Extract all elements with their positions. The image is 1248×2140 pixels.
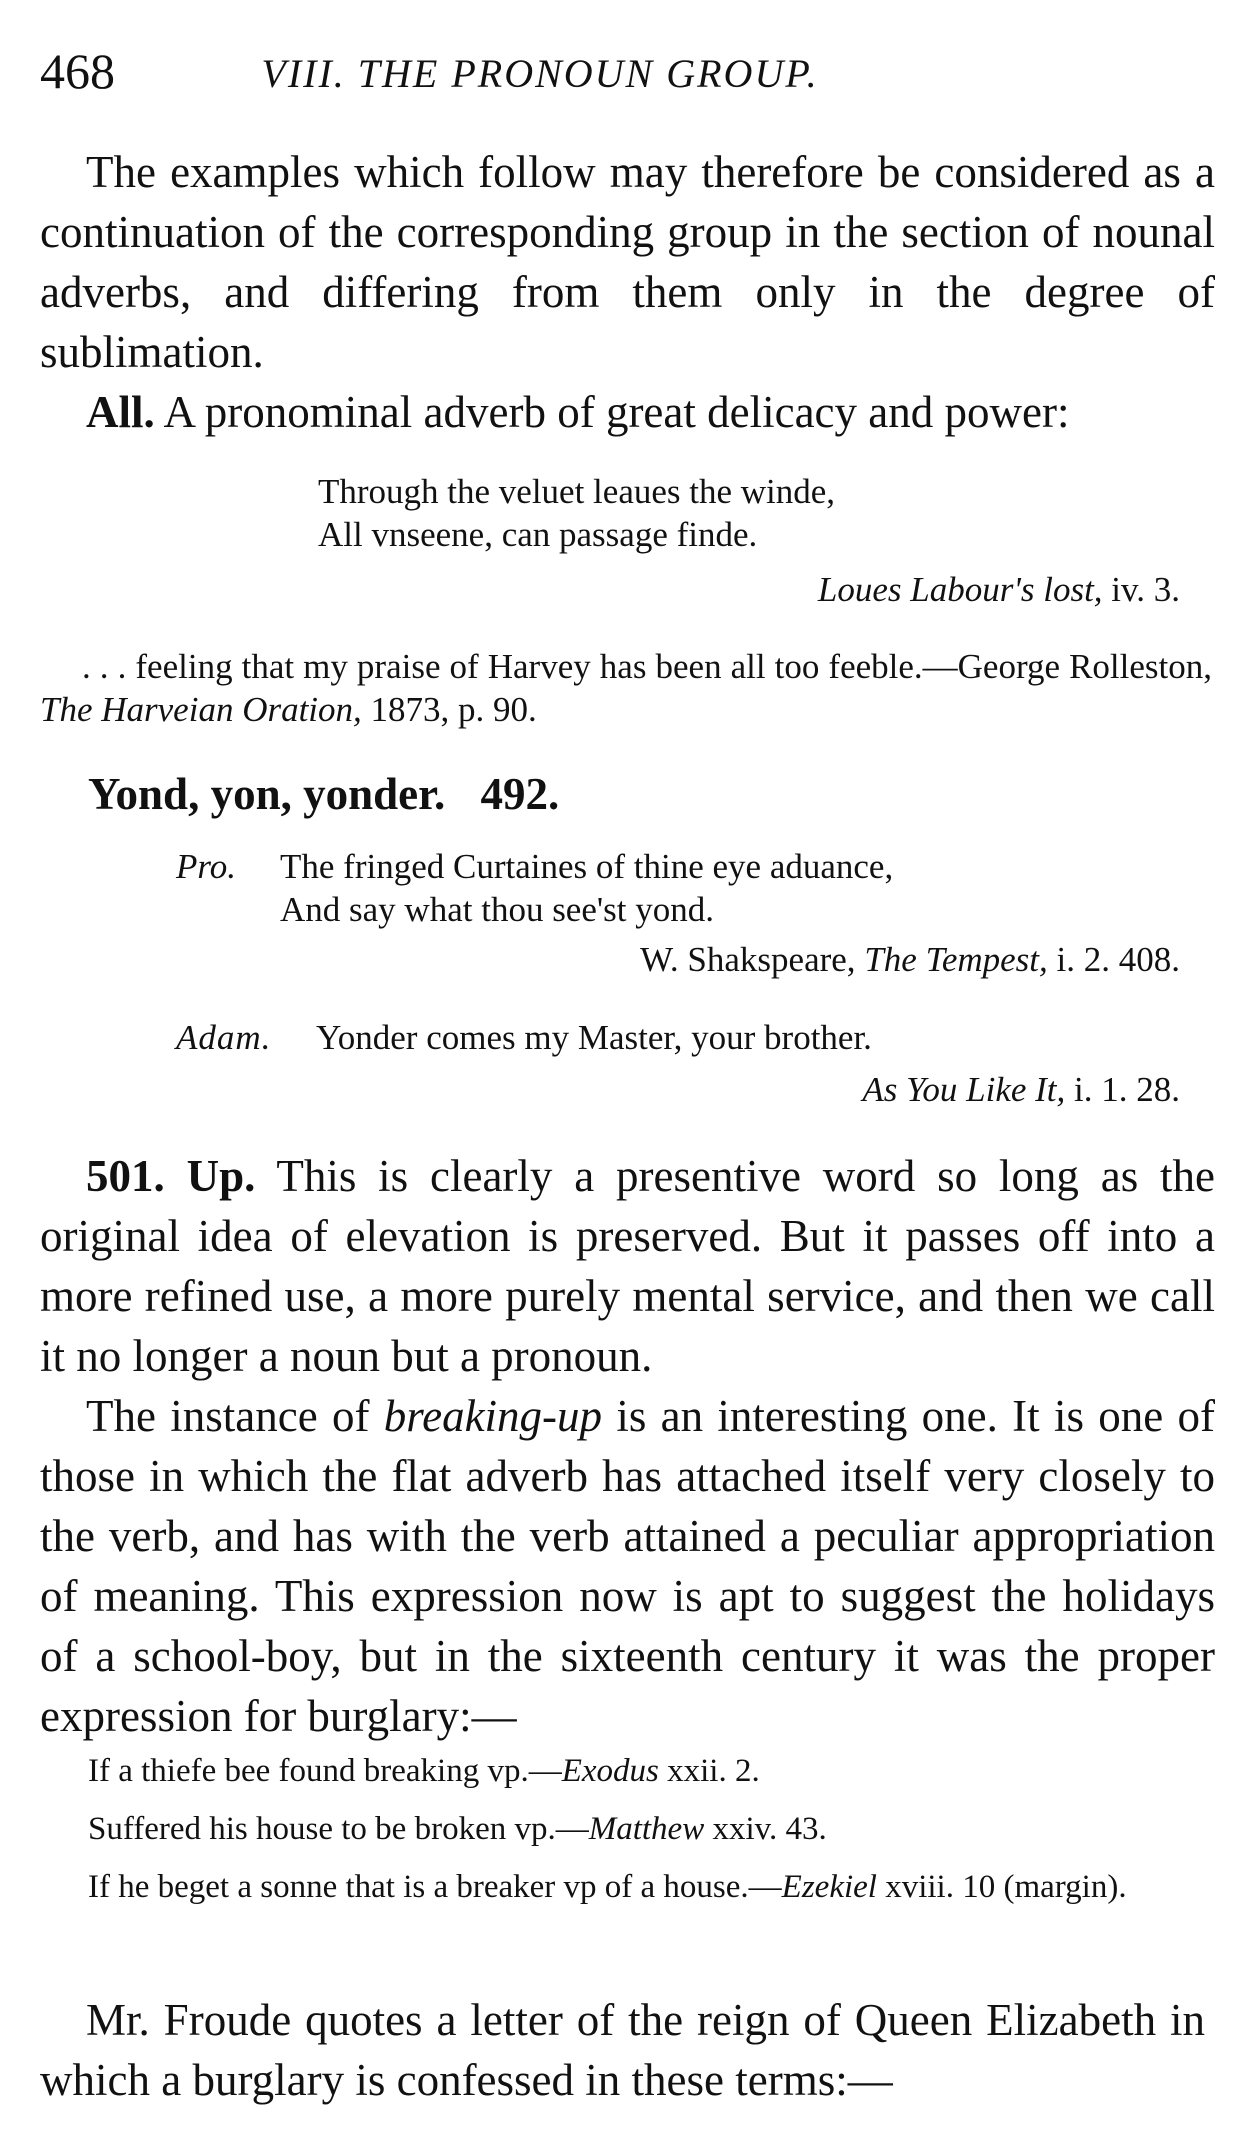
quote-text: . . . feeling that my praise of Harvey has been all too feeble.—George Rolleston, [82,647,1212,686]
verse-line: Through the veluet leaues the winde, [318,472,836,511]
page-header [40,42,1220,102]
quote-text: If a thiefe bee found breaking vp.— [88,1753,562,1789]
bible-quote-ezekiel [40,1866,1212,1909]
paragraph-froude: Mr. Froude quotes a letter of the reign of Queen Elizabeth in which a burglary is confessed in these terms:— [40,1995,1205,2105]
citation-author: W. Shakspeare, [640,940,856,979]
quote-book: Ezekiel [781,1869,877,1905]
paragraph-breaking-up [40,1386,1215,1746]
citation-title: The Tempest, [864,940,1048,979]
quote-book: Matthew [588,1811,705,1847]
paragraph-continuation: The examples which follow may therefore be considered as a continuation of the corresponding group in the section of nounal adverbs, and differing from them only in the degree of sublimation. [40,147,1215,377]
section-heading [88,768,559,820]
citation-loues-labour [818,570,1180,610]
quote-text: If he beget a sonne that is a breaker vp of a house.— [88,1869,782,1905]
paragraph-text: The instance of [86,1391,370,1441]
paragraph-italic-term: breaking-up [383,1391,603,1441]
verse-line [176,888,893,931]
citation-title: Loues Labour's lost, [817,570,1103,609]
verse-line-text: And say what thou see'st yond. [280,890,715,929]
bible-quote-exodus [88,1750,1213,1793]
page-number: 468 [40,43,115,99]
quote-ref: xxii. 2. [667,1753,760,1789]
paragraph-text: is an interesting one. It is one of those in which the flat adverb has attached itself very closely to the verb, and has with the verb attained a peculiar appropriation of meaning. This expression now is apt to suggest the holidays of a school-boy, but in the sixteenth century it was the proper expression for burglary:— [40,1391,1215,1741]
quote-title: The Harveian Oration, [40,690,362,729]
quote-ref: xxiv. 43. [712,1811,827,1847]
quote-rolleston [40,645,1212,731]
citation-title: As You Like It, [862,1070,1066,1109]
citation-location: i. 2. 408. [1056,940,1180,979]
citation-as-you-like-it [862,1070,1180,1110]
entry-all-text: A pronominal adverb of great delicacy and power: [163,387,1070,437]
verse-loues-labour [318,470,835,556]
quote-tail: 1873, p. 90. [370,690,537,729]
speaker-name: Adam. [176,1018,272,1057]
entry-up-text: This is clearly a presentive word so long as the original idea of elevation is preserved. But it passes off into a more refined use, a more purely mental service, and then we call it no longer a noun but a pronoun. [40,1151,1216,1381]
quote-book: Exodus [561,1753,659,1789]
citation-location: i. 1. 28. [1074,1070,1180,1109]
entry-up [40,1146,1215,1386]
entry-all [40,382,1215,442]
verse-line-text: The fringed Curtaines of thine eye aduance, [280,847,894,886]
section-heading-number: 492. [480,769,560,819]
bible-quote-matthew [88,1808,1213,1851]
running-title: VIII. THE PRONOUN GROUP. [261,51,819,96]
citation-location: iv. 3. [1111,570,1180,609]
verse-tempest [176,845,893,931]
verse-as-you-like-it [176,1016,872,1059]
verse-line: All vnseene, can passage finde. [318,515,758,554]
citation-tempest [640,940,1180,980]
verse-line [176,845,893,888]
section-heading-title: Yond, yon, yonder. [88,769,446,819]
quote-ref: xviii. 10 (margin). [885,1869,1127,1905]
entry-up-label: 501. Up. [86,1151,256,1201]
entry-all-label: All. [86,387,155,437]
speaker-name: Pro. [176,847,236,886]
verse-line-text: Yonder comes my Master, your brother. [316,1018,872,1057]
quote-text: Suffered his house to be broken vp.— [88,1811,589,1847]
verse-line [176,1016,872,1059]
